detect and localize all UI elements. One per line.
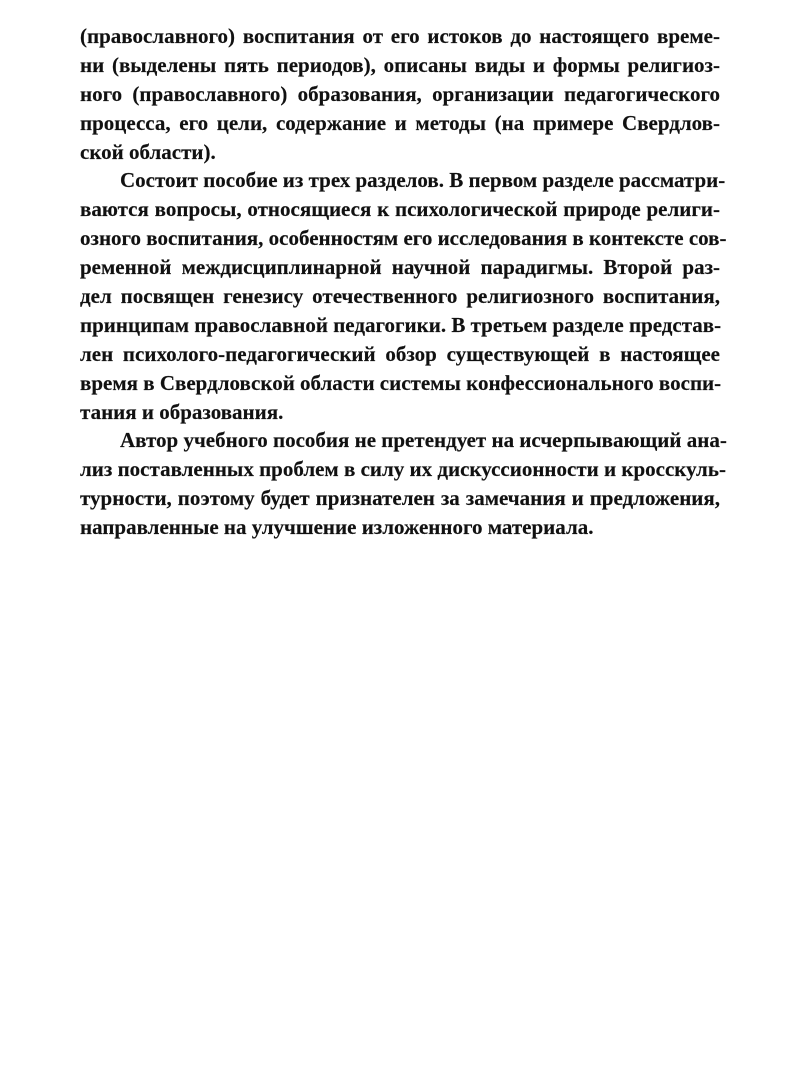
text-line: лен психолого-педагогический обзор существующей в настоящее xyxy=(80,341,720,366)
text-line: ременной междисциплинарной научной парадигмы. Второй раз- xyxy=(80,255,720,280)
text-line: ного (православного) образования, организации педагогического xyxy=(80,81,720,106)
text-line: ской области). xyxy=(80,139,216,164)
paragraph-1 xyxy=(80,22,720,166)
text-line: лиз поставленных проблем в силу их дискуссионности и кросскуль- xyxy=(80,457,726,482)
text-line: Состоит пособие из трех разделов. В первом разделе рассматри- xyxy=(120,168,726,193)
text-line: тания и образования. xyxy=(80,399,284,424)
text-line: ни (выделены пять периодов), описаны виды и формы религиоз- xyxy=(80,52,720,77)
text-line: Автор учебного пособия не претендует на исчерпывающий ана- xyxy=(120,428,727,453)
text-line: направленные на улучшение изложенного материала. xyxy=(80,515,594,540)
text-line: (православного) воспитания от его истоков до настоящего време- xyxy=(80,24,720,48)
text-line: принципам православной педагогики. В третьем разделе представ- xyxy=(80,312,722,337)
text-line: дел посвящен генезису отечественного религиозного воспитания, xyxy=(80,284,720,309)
text-line: время в Свердловской области системы конфессионального воспи- xyxy=(80,370,722,395)
text-line: ваются вопросы, относящиеся к психологической природе религи- xyxy=(80,197,720,222)
paragraph-2 xyxy=(80,166,727,426)
document-page xyxy=(80,22,727,542)
text-line: озного воспитания, особенностям его исследования в контексте сов- xyxy=(80,226,727,251)
paragraph-3 xyxy=(80,426,727,542)
text-line: процесса, его цели, содержание и методы (на примере Свердлов- xyxy=(80,110,720,135)
text-line: турности, поэтому будет признателен за замечания и предложения, xyxy=(80,486,720,511)
